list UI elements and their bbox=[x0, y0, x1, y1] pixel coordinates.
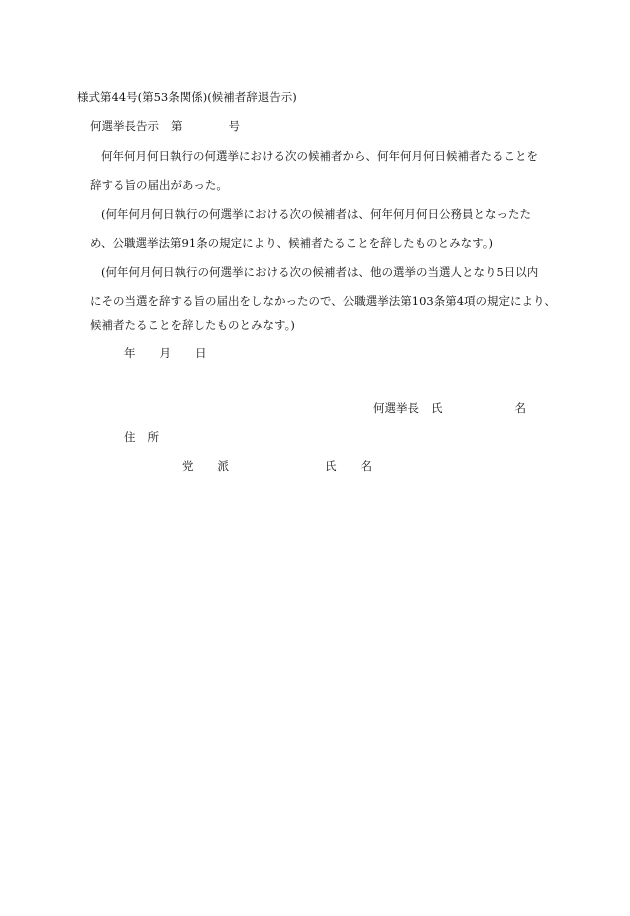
notice-number-prefix: 第 bbox=[171, 119, 183, 133]
signature-name-label-1: 氏 bbox=[431, 401, 443, 415]
notice-number-line bbox=[90, 121, 240, 133]
candidate-name-label-2: 名 bbox=[360, 459, 372, 473]
alt-paragraph-2-line-3: 候補者たることを辞したものとみなす。) bbox=[90, 318, 295, 332]
notice-issuer: 何選挙長告示 bbox=[90, 119, 159, 133]
candidate-name-line bbox=[325, 461, 372, 473]
signature-title: 何選挙長 bbox=[373, 401, 419, 415]
candidate-name-label-1: 氏 bbox=[325, 459, 337, 473]
candidate-party-label-1: 党 bbox=[182, 459, 194, 473]
alt-paragraph-1-line-1: (何年何月何日執行の何選挙における次の候補者は、何年何月何日公務員となったた bbox=[101, 207, 531, 221]
candidate-address-label-1: 住 bbox=[124, 430, 136, 444]
date-month-label: 月 bbox=[159, 346, 171, 360]
form-heading: 様式第44号(第53条関係)(候補者辞退告示) bbox=[77, 90, 297, 104]
signature-name-label-2: 名 bbox=[514, 401, 526, 415]
date-line bbox=[124, 348, 207, 360]
signature-line bbox=[373, 403, 526, 415]
candidate-party-line bbox=[182, 461, 229, 473]
candidate-party-label-2: 派 bbox=[217, 459, 229, 473]
date-year-label: 年 bbox=[124, 346, 136, 360]
alt-paragraph-2-line-2: にその当選を辞する旨の届出をしなかったので、公職選挙法第103条第4項の規定により、 bbox=[90, 294, 557, 308]
body-text-line-2: 辞する旨の届出があった。 bbox=[90, 178, 228, 192]
candidate-address-line bbox=[124, 432, 159, 444]
notice-number-suffix: 号 bbox=[228, 119, 240, 133]
candidate-address-label-2: 所 bbox=[147, 430, 159, 444]
date-day-label: 日 bbox=[195, 346, 207, 360]
body-text-line-1: 何年何月何日執行の何選挙における次の候補者から、何年何月何日候補者たることを bbox=[101, 149, 538, 163]
alt-paragraph-1-line-2: め、公職選挙法第91条の規定により、候補者たることを辞したものとみなす。) bbox=[90, 236, 493, 250]
alt-paragraph-2-line-1: (何年何月何日執行の何選挙における次の候補者は、他の選挙の当選人となり5日以内 bbox=[101, 265, 539, 279]
